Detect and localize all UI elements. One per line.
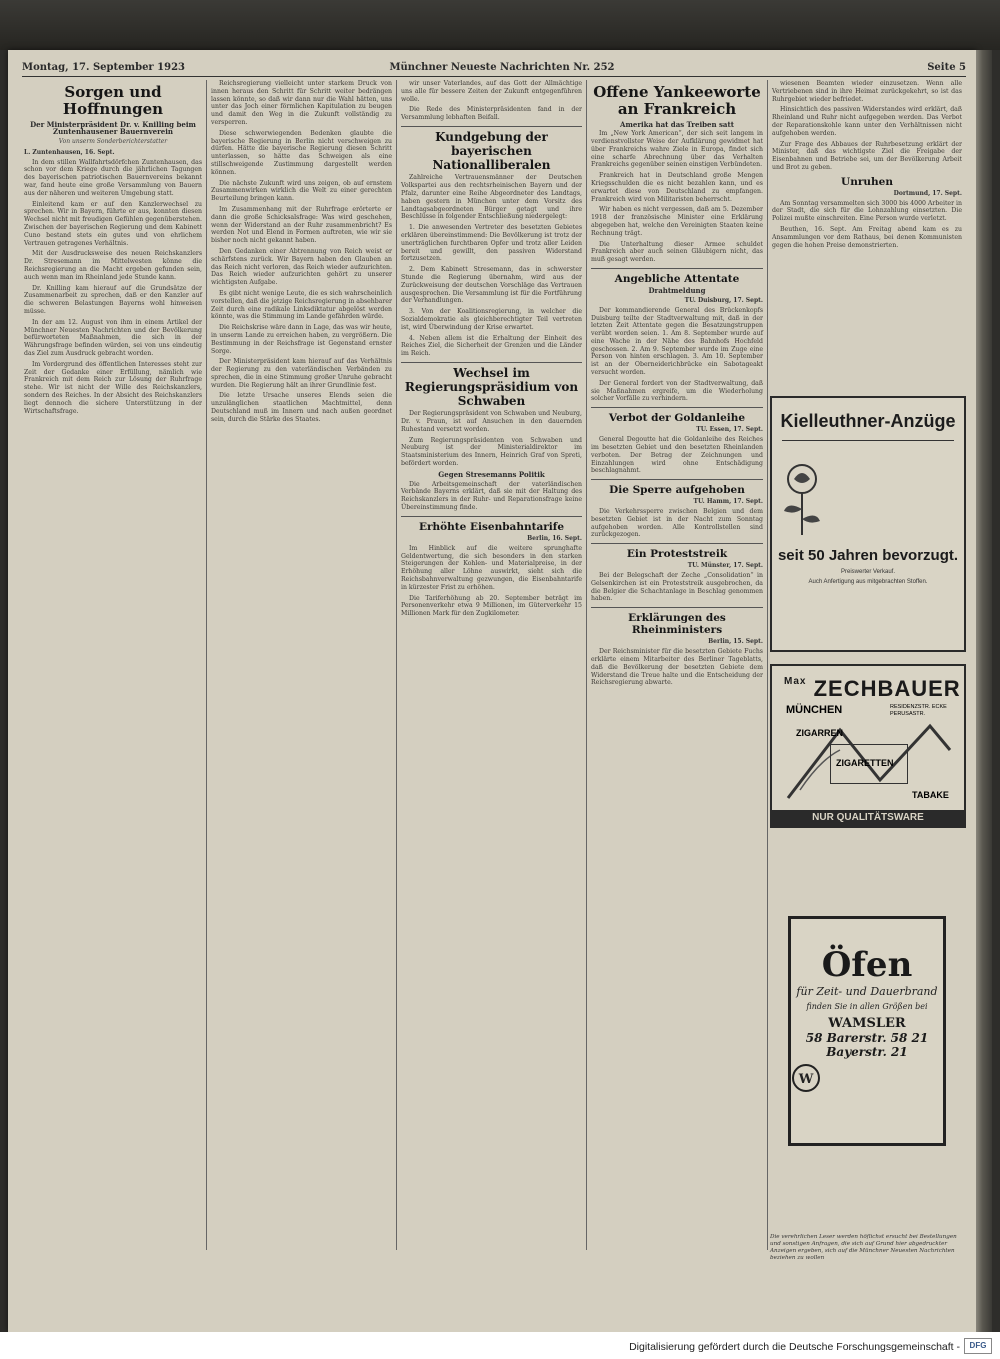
- masthead-page-number: Seite 5: [927, 62, 966, 73]
- article-subtitle: Drahtmeldung: [648, 286, 706, 296]
- section-divider: [401, 516, 582, 517]
- paragraph: Zahlreiche Vertrauensmänner der Deutschen Volkspartei aus den rechtsrheinischen Bayern und der Pfalz, darunter eine Reihe Abgeordneter des Landtags, haben gestern in München unter dem Vorsitz des Landtagsabgeordneten Bürger getagt und ihre Beschlüsse in folgender Entschließung niedergelegt:: [401, 174, 582, 221]
- ad-small-text: Auch Anfertigung aus mitgebrachten Stoffen.: [808, 579, 928, 585]
- article-title: Erklärungen des Rheinministers: [628, 612, 726, 637]
- paragraph: wiesenen Beamten wieder einzusetzen. Wenn alle Vertriebenen sind in ihre Heimat zurückgekehrt, so ist das Ruhrgebiet wieder befriedet.: [772, 80, 962, 103]
- advertisement-wamsler: [788, 916, 946, 1146]
- article-subtitle: Der Ministerpräsident Dr. v. Knilling beim Zuntenhausener Bauernverein: [30, 119, 196, 137]
- column-rule: [396, 80, 397, 1250]
- masthead: [22, 62, 966, 77]
- article-dateline: Dortmund, 17. Sept.: [893, 189, 962, 197]
- article-subtitle: Gegen Stresemanns Politik: [438, 469, 545, 479]
- paragraph: Der Ministerpräsident kam hierauf auf das Verhältnis der Regierung zu den vaterländischen Verbänden zu sprechen, die in eine Stimmung großer Unruhe gebracht wurden. Die Regierung hält an ihrer Grundlinie fest.: [211, 358, 392, 389]
- ad-line: für Zeit- und Dauerbrand: [796, 985, 938, 998]
- section-divider: [591, 543, 763, 544]
- paragraph: Die letzte Ursache unseres Elends seien die unzulänglichen staatlichen Machtmittel, denn Deutschland muß im Innern und nach außen geordnet sein, durch die Stärke des Staates.: [211, 392, 392, 423]
- column-rule: [206, 80, 207, 1250]
- paragraph: wir unser Vaterlandes, auf das Gott der Allmächtige uns alle für bessere Zeiten der Zukunft entgegenführen wolle.: [401, 80, 582, 103]
- paragraph: Mit der Ausdrucksweise des neuen Reichskanzlers Dr. Stresemann im Mittelwesten könne die Reichsregierung an die Macht ergeben gefunden sein, auch wenn man im Rheinland jede Stunde kann.: [24, 250, 202, 281]
- article-dateline: TU. Duisburg, 17. Sept.: [684, 296, 763, 304]
- paragraph: 4. Neben allem ist die Erhaltung der Einheit des Reiches Ziel, die Sicherheit der Grenzen und die Länder im Reich.: [401, 334, 582, 358]
- paragraph: In dem stillen Wallfahrtsdörfchen Zuntenhausen, das schon vor dem Kriege durch die jährlichen Tagungen des bayerischen patriotischen Bauernvereins bekannt war, fand heute eine große Versammlung von Bauern aus der näheren und weiteren Umgebung statt.: [24, 158, 202, 197]
- article-dateline: TU. Hamm, 17. Sept.: [693, 498, 763, 506]
- ad-product-cigarettes: ZIGARETTEN: [836, 758, 894, 768]
- ad-brand-first: Max: [784, 676, 807, 687]
- article-title: Kundgebung der bayerischen Nationalliberalen: [432, 129, 551, 172]
- column-1: [24, 80, 202, 418]
- footer-credit: Digitalisierung gefördert durch die Deutsche Forschungsgemeinschaft -: [629, 1341, 960, 1353]
- wamsler-logo-icon: [791, 1063, 821, 1093]
- ad-product-tobacco: TABAKE: [912, 790, 949, 800]
- article-dateline: Berlin, 15. Sept.: [708, 638, 763, 646]
- paragraph: Im Hinblick auf die weitere sprunghafte Geldentwertung, die sich besonders in den starken Steigerungen der Kohlen- und Materialpreise, in der Erhöhung aller Löhne auswirkt, sieht sich die Reichsbahnverwaltung gezwungen, die Eisenbahntarife in kürzester Frist zu erhöhen.: [401, 544, 582, 591]
- article-dateline: TU. Münster, 17. Sept.: [687, 562, 763, 570]
- advertisement-kielleuthner: [770, 396, 966, 652]
- logo-letter: W: [798, 1072, 814, 1087]
- column-5: [772, 80, 962, 252]
- paragraph: General Degoutte hat die Goldanleihe des Reiches im besetzten Gebiet und den besetzten Rheinlanden verboten. Der Betrag der Zeichnungen und Einzahlungen wird ohne Entschädigung beschlagnahmt.: [591, 436, 763, 475]
- paragraph: Bei der Belegschaft der Zeche „Consolidation“ in Gelsenkirchen ist ein Proteststreik ausgebrochen, da die Belgier die Schachtanlage in Beschlag genommen haben.: [591, 572, 763, 603]
- scan-top-background: [0, 0, 1000, 50]
- section-divider: [591, 407, 763, 408]
- paragraph: Der Reichsminister für die besetzten Gebiete Fuchs erklärte einem Mitarbeiter des Berliner Tageblatts, daß die Bevölkerung der besetzten Gebiete dem Widerstand die Treue halte und die Entscheidung der Reichsregierung abwarte.: [591, 648, 763, 687]
- paragraph: Hinsichtlich des passiven Widerstandes wird erklärt, daß Rheinland und Ruhr nicht aufgegeben werden. Das Verbot der Reparationskohle kann unter den Verhältnissen nicht aufgehoben werden.: [772, 106, 962, 137]
- paragraph: Die Rede des Ministerpräsidenten fand in der Versammlung lebhaften Beifall.: [401, 106, 582, 122]
- article-dateline: L. Zuntenhausen, 16. Sept.: [24, 148, 115, 156]
- paragraph: 3. Von der Koalitionsregierung, in welcher die Sozialdemokratie als gleichberechtigter Teil vertreten ist, wird Überwindung der Krise erwartet.: [401, 308, 582, 331]
- paragraph: Die Reichskrise wäre dann in Lage, das was wir heute, in unserm Lande zu erreichen haben, zu vergrößern. Die Bestimmung in der Reichsfrage ist Gegenstand ernster Sorge.: [211, 324, 392, 355]
- ad-title: Öfen: [821, 945, 913, 985]
- rose-illustration-icon: [772, 457, 832, 537]
- ad-brand-name: ZECHBAUER: [813, 676, 961, 701]
- paragraph: Der Regierungspräsident von Schwaben und Neuburg, Dr. v. Praun, ist auf Ansuchen in den dauernden Ruhestand versetzt worden.: [401, 410, 582, 433]
- paragraph: Die Verkehrssperre zwischen Belgien und dem besetzten Gebiet ist in der Nacht zum Sonntag aufgehoben worden. Alle Kontrollstellen sind zurückgezogen.: [591, 507, 763, 539]
- ad-line: finden Sie in allen Größen bei: [806, 1002, 928, 1011]
- paragraph: Im „New York American“, der sich seit langem in verdienstvollster Weise der Aufklärung gewidmet hat über Frankreichs wahre Ziele in Europa, findet sich eine scharfe Abrechnung über das Verhalten Frankreichs gegenüber seinen einstigen Verbündeten.: [591, 130, 763, 169]
- paragraph: Am Sonntag versammelten sich 3000 bis 4000 Arbeiter in der Stadt, die sich für die Lohnzahlung einsetzten. Die Polizei mußte einschreiten. Eine Person wurde verletzt.: [772, 199, 962, 223]
- reader-notice: Die verehrlichen Leser werden höflichst ersucht bei Bestellungen und sonstigen Anfragen, die sich auf Grund hier abgedruckter Anzeigen ergeben, sich auf die Münchner Neuesten Nachrichten beziehen zu wollen: [770, 1234, 957, 1261]
- article-title: Unruhen: [841, 175, 893, 188]
- paragraph: Im Zusammenhang mit der Ruhrfrage erörterte er dann die große Schicksalsfrage: Was wird geschehen, wenn der Widerstand an der Ruhr zusammenbricht? Es werden Not und Elend in Formen auftreten, wie wir sie bisher noch nicht gekannt haben.: [211, 205, 392, 245]
- ad-city: MÜNCHEN: [786, 704, 843, 716]
- paragraph: Die Arbeitsgemeinschaft der vaterländischen Verbände Bayerns erklärt, daß sie mit der Haltung des Reichskanzlers in der Ruhr- und Reparationsfrage keine Übereinstimmung finde.: [401, 480, 582, 512]
- paragraph: Es gibt nicht wenige Leute, die es sich wahrscheinlich vorstellen, daß die jetzige Reichsregierung in absehbarer Zeit durch eine radikale Linksdiktatur abgelöst werden könnte, was die Stimmung im Lande gefährden würde.: [211, 289, 392, 321]
- paragraph: 2. Dem Kabinett Stresemann, das in schwerster Stunde die Regierung übernahm, wird aus der Zurückweisung der deutschen Vorschläge das Vertrauen ausgesprochen. Die Versammlung ist für die Fortführung der Verhandlungen.: [401, 266, 582, 305]
- dfg-logo-icon: DFG: [964, 1338, 992, 1354]
- article-title: Wechsel im Regierungspräsidium von Schwaben: [404, 365, 579, 408]
- ad-address: 58 Barerstr. 58 21 Bayerstr. 21: [805, 1031, 929, 1059]
- article-title: Erhöhte Eisenbahntarife: [419, 520, 564, 533]
- section-divider: [591, 479, 763, 480]
- section-divider: [591, 607, 763, 608]
- paragraph: Die Unterhaltung dieser Armee schuldet Frankreich aber auch seinen Gläubigern nicht, das muß gesagt werden.: [591, 240, 763, 264]
- footer-bar: [0, 1332, 1000, 1359]
- column-3: [401, 80, 582, 621]
- ad-brand: WAMSLER: [828, 1016, 906, 1031]
- column-2: [211, 80, 392, 427]
- article-title: Offene Yankeeworte an Frankreich: [593, 83, 761, 119]
- section-divider: [591, 268, 763, 269]
- paragraph: Diese schwerwiegenden Bedenken glaubte die bayerische Regierung in Berlin nicht verschweigen zu dürfen. Hätte die bayerische Regierung diesen Schritt unterlassen, so hätte das Schweigen als eine stillschweigende Zustimmung dargestellt werden können.: [211, 129, 392, 176]
- article-title: Angebliche Attentate: [614, 273, 740, 286]
- article-title: Verbot der Goldanleihe: [608, 412, 746, 425]
- ad-address: RESIDENZSTR. ECKE PERUSASTR.: [890, 704, 947, 717]
- article-title: Sorgen und Hoffnungen: [62, 83, 164, 119]
- column-rule: [767, 80, 768, 1250]
- paragraph: Einleitend kam er auf den Kanzlerwechsel zu sprechen. Wir in Bayern, führte er aus, konnten diesen Wechsel nicht mit freudigen Gefühlen gegenüberstehen. Zwischen der bayerischen Regierung und dem Kabinett Cuno bestand stets ein gutes und von ehrlichem Vertrauen getragenes Verhältnis.: [24, 200, 202, 247]
- masthead-paper-title: Münchner Neueste Nachrichten Nr. 252: [389, 62, 615, 73]
- paragraph: Beuthen, 16. Sept. Am Freitag abend kam es zu Ansammlungen vor dem Rathaus, bei denen Kommunisten gegen die hohen Preise demonstrierten.: [772, 226, 962, 249]
- ad-footer: NUR QUALITÄTSWARE: [772, 810, 964, 826]
- ad-brand: [784, 676, 961, 702]
- paragraph: Die nächste Zukunft wird uns zeigen, ob auf ernstem Zusammenwirken wirklich die Welt zu einer gerechten Beurteilung bringen kann.: [211, 179, 392, 203]
- paragraph: 1. Die anwesenden Vertreter des besetzten Gebietes erklären übereinstimmend: Die Bevölkerung ist trotz der unerträglichen furchtbaren Opfer und trotz aller Leiden bereit und gewillt, den passiven Widerstand fortzusetzen.: [401, 224, 582, 263]
- paragraph: Frankreich hat in Deutschland große Mengen Kriegsschulden die es nicht bezahlen kann, und es erwartet diese von Deutschland zu empfangen. Frankreich wird von Militaristen beherrscht.: [591, 172, 763, 203]
- ad-product-cigars: ZIGARREN: [796, 728, 843, 738]
- masthead-date: Montag, 17. September 1923: [22, 62, 186, 73]
- paragraph: Im Vordergrund des öffentlichen Interesses steht zur Zeit der Gedanke einer Erfüllung, nämlich wie Frankreich mit dem Reich zur Lösung der Ruhrfrage stehe. Wir ist nicht der Wille des Reichskanzlers, sondern des Reiches. In der Absicht des Reichskanzlers liegt dennoch die sichere Unterstützung in der Wirtschaftsfrage.: [24, 360, 202, 415]
- paragraph: Den Gedanken einer Abtrennung von Reich weist er schärfstens zurück. Wir Bayern haben den Glauben an das Reich nicht verloren, das Reich wieder aufzurichten. Das Reich wieder aufzurichten gehört zu unserer wichtigsten Aufgabe.: [211, 247, 392, 287]
- article-byline: Von unserm Sonderberichterstatter: [58, 138, 168, 146]
- section-divider: [401, 362, 582, 363]
- paragraph: Der kommandierende General des Brückenkopfs Duisburg teilte der Stadtverwaltung mit, daß in der letzten Zeit Attentate gegen die Besatzungstruppen verübt worden seien. 1. Am 8. September wurde auf eine Wache in der Nähe des Bahnhofs Hochfeld geschossen. 2. Am 9. September wurde im Zuge eine Person von hinten erschlagen. 3. Am 10. September ist an der Oberneiderichbrücke ein Sabotageakt versucht worden.: [591, 306, 763, 377]
- page-edge-shadow: [976, 50, 992, 1332]
- advertisement-zechbauer: [770, 664, 966, 828]
- article-subtitle: Amerika hat das Treiben satt: [620, 119, 734, 129]
- article-title: Ein Proteststreik: [626, 548, 728, 561]
- paragraph: Wir haben es nicht vergessen, daß am 5. Dezember 1918 der französische Minister eine Erklärung abgegeben hat, welche den Vereinigten Staaten keine Rechnung trägt.: [591, 206, 763, 237]
- ad-slogan: seit 50 Jahren bevorzugt.: [777, 547, 959, 564]
- ad-title: Kielleuthner-Anzüge: [780, 411, 956, 431]
- column-4: [591, 80, 763, 690]
- paragraph: Zur Frage des Abbaues der Ruhrbesetzung erklärt der Minister, daß das wichtigste Ziel die Freigabe der Eisenbahnen und Betriebe sei, um der Bevölkerung Arbeit und Brot zu geben.: [772, 140, 962, 171]
- paragraph: Die Tariferhöhung ab 20. September beträgt im Personenverkehr etwa 9 Millionen, im Güterverkehr 15 Millionen Mark für den Zugkilometer.: [401, 594, 582, 618]
- article-title: Die Sperre aufgehoben: [609, 484, 745, 497]
- ad-divider: [782, 440, 954, 441]
- section-divider: [401, 126, 582, 127]
- paragraph: Zum Regierungspräsidenten von Schwaben und Neuburg ist der Ministerialdirektor im Staatsministerium des Innern, Heinrich Graf von Spreti, befördert worden.: [401, 436, 582, 468]
- article-dateline: Berlin, 16. Sept.: [527, 534, 582, 542]
- column-rule: [586, 80, 587, 1250]
- ad-small-text: Preiswerter Verkauf.: [840, 569, 896, 575]
- paragraph: In der am 12. August von ihm in einem Artikel der Münchner Neuesten Nachrichten und der Bevölkerung befürworteten Maßnahmen, die sich in der Währungsfrage befinden würden, sei von uns eindeutig das Ziel zum Ausdruck gebracht worden.: [24, 318, 202, 358]
- paragraph: Reichsregierung vielleicht unter starkem Druck von innen heraus den Schritt für Schritt weiter bedrängen lassen könnte, so daß wir dann nur die Wahl hätten, uns unter das Joch einer förmlichen Kapitulation zu beugen und damit den Weg in die Zukunft vollständig zu versperren.: [211, 80, 392, 126]
- paragraph: Dr. Knilling kam hierauf auf die Grundsätze der Zusammenarbeit zu sprechen, daß er den Kanzler auf die schweren Belastungen Bayerns wohl hinweisen müsse.: [24, 284, 202, 316]
- article-dateline: TU. Essen, 17. Sept.: [696, 426, 763, 434]
- paragraph: Der General fordert von der Stadtverwaltung, daß sie Maßnahmen ergreife, um die Wiederholung solcher Vorfälle zu verhindern.: [591, 379, 763, 403]
